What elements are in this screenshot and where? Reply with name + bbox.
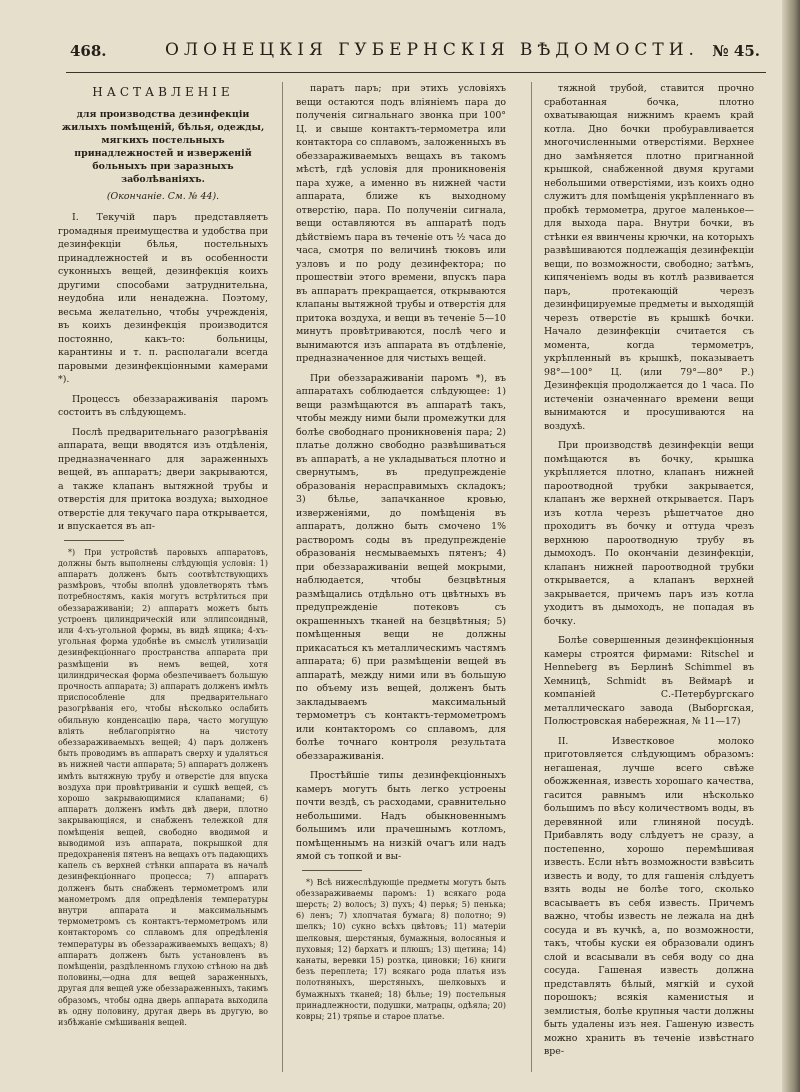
paragraph: При производствѣ дезинфекціи вещи помѣщаются въ бочку, крышка укрѣпляется плотно, клапанъ нижней пароотводной трубки закрывается, клапанъ же верхней открывается. Паръ изъ котла черезъ рѣшетчатое дно проходитъ въ бочку и оттуда чрезъ верхнюю пароотводную трубу въ дымоходъ. По окончаніи дезинфекціи, клапанъ нижней пароотводной трубки открывается, а клапанъ верхней закрывается, причемъ паръ изъ котла уходитъ въ дымоходъ, не попадая въ бочку. (544, 440, 754, 627)
continuation-note: (Окончаніе. См. № 44). (106, 190, 220, 202)
paragraph: Процессъ обеззараживанія паромъ состоитъ въ слѣдующемъ. (58, 393, 268, 418)
footnote-rule (64, 540, 124, 541)
column-3 (544, 82, 754, 1072)
issue-number: № 45. (712, 42, 760, 60)
paragraph: I. Текучій паръ представляетъ громадныя преимущества и удобства при дезинфекціи бѣлья, постельныхъ принадлежностей и въ особенности суконныхъ вещей, дезинфекція коихъ другими способами затруднительна, неудобна или ненадежна. Поэтому, весьма желательно, чтобы учрежденія, въ коихъ дезинфекція производится постоянно, какъ-то: больницы, карантины и т. п. располагали всегда паровыми дезинфекціонными камерами *). (58, 212, 268, 385)
paragraph: тяжной трубой, ставится прочно сработанная бочка, плотно охватывающая нижнимъ краемъ край котла. Дно бочки пробуравливается многочисленными отверстіями. Верхнее дно замѣняется плотно пригнанной крышкой, снабженной двумя кругами небольшими отверстіями, изъ коихъ одно служитъ для помѣщенія укрѣпленнаго въ пробкѣ термометра, другое маленькое—для выхода пара. Внутри бочки, въ стѣнки ея ввинчены крючки, на которыхъ развѣшиваются подлежащія дезинфекціи вещи, по возможности, свободно; затѣмъ, кипяченіемъ воды въ котлѣ развивается паръ, протекающій черезъ дезинфицируемые предметы и выходящій черезъ отверстіе въ крышкѣ бочки. Начало дезинфекціи считается съ момента, когда термометръ, укрѣпленный въ крышкѣ, показываетъ 98°—100° Ц. (или 79°—80° Р.) Дезинфекція продолжается до 1 часа. По истеченіи означеннаго времени вещи вынимаются и просушиваются на воздухѣ. (544, 83, 754, 432)
paragraph: Послѣ предварительнаго разогрѣванія аппарата, вещи вводятся изъ отдѣленія, предназначеннаго для зараженныхъ вещей, въ аппаратъ; двери закрываются, а также клапанъ вытяжной трубы и отверстія для притока воздуха; выходное отверстіе для текучаго пара открывается, и впускается въ ап- (58, 426, 268, 532)
column-divider (282, 82, 283, 1072)
column-1 (58, 82, 268, 1072)
paragraph: При обеззараживаніи паромъ *), въ аппаратахъ соблюдается слѣдующее: 1) вещи размѣщаются въ аппаратѣ такъ, чтобы между ними были промежутки для болѣе свободнаго проникновенія пара; 2) платье должно свободно развѣшиваться въ аппаратѣ, а не укладываться плотно и свернутымъ, въ предупрежденіе образованія нерасправимыхъ складокъ; 3) бѣлье, запачканное кровью, изверженіями, до помѣщенія въ аппаратъ, должно быть смочено 1% растворомъ соды въ предупрежденіе образованія несмываемыхъ пятенъ; 4) при обеззараживаніи вещей мокрыми, наблюдается, чтобы безцвѣтныя размѣщались отдѣльно отъ цвѣтныхъ въ предупрежденіе потековъ съ окрашенныхъ тканей на безцвѣтныя; 5) помѣщенныя вещи не должны прикасаться къ металлическимъ частямъ аппарата; 6) при размѣщеніи вещей въ аппаратѣ, между ними или въ большую по объему изъ вещей, долженъ быть закладываемъ максимальный термометръ съ контактъ-термометромъ или контакторомъ со сплавомъ, для болѣе точнаго контроля результата обеззараживанія. (296, 372, 506, 762)
column-2 (296, 82, 506, 1072)
paragraph: Простѣйшіе типы дезинфекціонныхъ камеръ могутъ быть легко устроены почти вездѣ, съ расходами, сравнительно небольшими. Надъ обыкновеннымъ большимъ или прачешнымъ котломъ, помѣщеннымъ на низкій очагъ или надъ ямой съ топкой и вы- (296, 770, 506, 862)
paragraph: II. Известковое молоко приготовляется слѣдующимъ образомъ: негашеная, лучше всего свѣже обожженная, известь хорошаго качества, гасится равнымъ или нѣсколько большимъ по вѣсу количествомъ воды, въ деревянной или глиняной посудѣ. Прибавлять воду слѣдуетъ не сразу, а постепенно, хорошо перемѣшивая известь. Если нѣтъ возможности взвѣсить известь и воду, то для гашенія слѣдуетъ взять воды не болѣе того, сколько всасываетъ въ себя известь. Причемъ важно, чтобы известь не лежала на днѣ сосуда и въ кучкѣ, а, по возможности, такъ, чтобы куски ея образовали одинъ слой и всасывали въ себя воду со дна сосуда. Гашеная известь должна представлять бѣлый, мягкій и сухой порошокъ; всякія каменистыя и землистыя, болѣе крупныя части должны быть удалены изъ нея. Гашеную известь можно хранить въ теченіе извѣстнаго вре- (544, 735, 754, 1057)
document-subtitle: для производства дезинфекціи жилыхъ помѣщеній, бѣлья, одежды, мягкихъ постельныхъ принадлежностей и изверженій больныхъ при заразныхъ заболѣваніяхъ. (61, 108, 265, 185)
paragraph: Болѣе совершенныя дезинфекціонныя камеры строятся фирмами: Ritschel и Henneberg въ Берлинѣ Schimmel въ Хемницѣ, Schmidt въ Веймарѣ и компаніей С.-Петербургскаго металлическаго завода (Выборгская, Полюстровская набережная, № 11—17) (544, 635, 754, 727)
footnote: *) Всѣ нижеслѣдующіе предметы могутъ быть обеззараживаемы паромъ: 1) всякаго рода шерсть; 2) волосъ; 3) пухъ; 4) перья; 5) пенька; 6) ленъ; 7) хлопчатая бумага; 8) полотно; 9) шелкъ; 10) сукно всѣхъ цвѣтовъ; 11) матеріи шелковыя, шерстяныя, бумажныя, волосяныя и пуховыя; 12) бархатъ и плюшъ; 13) щетина; 14) канаты, веревки 15) розтка, циновки; 16) книги безъ переплета; 17) всякаго рода платья изъ полотняныхъ, шерстяныхъ, шелковыхъ и бумажныхъ тканей; 18) бѣлье; 19) постельныя принадлежности, подушки, матрацы, одѣяла; 20) ковры; 21) тряпье и старое платье. (296, 877, 506, 1021)
column-divider (531, 82, 532, 1072)
page-edge-shadow (782, 0, 800, 1092)
page-header (70, 40, 760, 70)
document-title: НАСТАВЛЕНІЕ (92, 85, 234, 99)
footnote: *) При устройствѣ паровыхъ аппаратовъ, должны быть выполнены слѣдующія условія: 1) аппаратъ долженъ быть соотвѣтствующихъ размѣровъ, чтобы вполнѣ удовлетворять тѣмъ потребностямъ, какія могутъ встрѣтиться при обеззараживаніи; 2) аппаратъ можетъ быть устроенъ цилиндрическій или эллипсоидный, или 4-хъ-угольной формы, въ видѣ ящика; 4-хъ-угольная форма удобнѣе въ смыслѣ утилизаціи дезинфекціоннаго пространства аппарата при размѣщеніи въ немъ вещей, хотя цилиндрическая форма обезпечиваетъ большую прочность аппарата; 3) аппаратъ долженъ имѣть приспособленіе для предварительнаго разогрѣванія его, чтобы нѣсколько ослабить обильную конденсацію пара, часто могущую вліять неблагопріятно на чистоту обеззараживаемыхъ вещей; 4) паръ долженъ быть проводимъ въ аппаратъ сверху и удаляться въ нижней части аппарата; 5) аппаратъ долженъ имѣть вытяжную трубу и отверстіе для впуска воздуха при провѣтриваніи и сушкѣ вещей, съ хорошо закрывающимися клапанами; 6) аппаратъ долженъ имѣть двѣ двери, плотно закрывающіяся, и снабженъ тележкой для помѣщенія вещей, свободно вводимой и выводимой изъ аппарата, покрышкой для предохраненія пятенъ на вещахъ отъ падающихъ капель съ верхней стѣнки аппарата въ началѣ дезинфекціоннаго процесса; 7) аппаратъ долженъ быть снабженъ термометромъ или манометромъ для опредѣленія температуры внутри аппарата и максимальнымъ термометромъ съ контактъ-термометромъ или контакторомъ со сплавомъ для опредѣленія температуры въ обеззараживаемыхъ вещахъ; 8) аппаратъ долженъ быть установленъ въ помѣщеніи, раздѣленномъ глухою стѣною на двѣ половины,—одна для вещей зараженныхъ, другая для вещей уже обеззараженныхъ, такимъ образомъ, чтобы одна дверь аппарата выходила въ одну половину, другая дверь въ другую, во избѣжаніе смѣшиванія вещей. (58, 547, 268, 1028)
paragraph: паратъ паръ; при этихъ условіяхъ вещи остаются подъ вліяніемъ пара до полученія сигнальнаго звонка при 100° Ц. и свыше контактъ-термометра или контактора со сплавомъ, заложенныхъ въ обеззараживаемыхъ вещахъ въ такомъ мѣстѣ, гдѣ условія для проникновенія пара хуже, а именно въ нижней части аппарата, ближе къ выходному отверстію, пара. По полученіи сигнала, вещи оставляются въ аппаратѣ подъ дѣйствіемъ пара въ теченіе отъ ½ часа до часа, смотря по величинѣ тюковъ или узловъ и по роду дезинфектора; по прошествіи этого времени, впускъ пара въ аппаратъ прекращается, открываются клапаны вытяжной трубы и отверстія для притока воздуха, и вещи въ теченіе 5—10 минутъ провѣтриваются, послѣ чего и вынимаются изъ аппарата въ отдѣленіе, предназначенное для чистыхъ вещей. (296, 83, 506, 364)
header-rule (66, 72, 766, 73)
newspaper-title: ОЛОНЕЦКІЯ ГУБЕРНСКІЯ ВѢДОМОСТИ. (165, 40, 699, 60)
page-number: 468. (70, 42, 107, 60)
footnote-rule (302, 870, 362, 871)
